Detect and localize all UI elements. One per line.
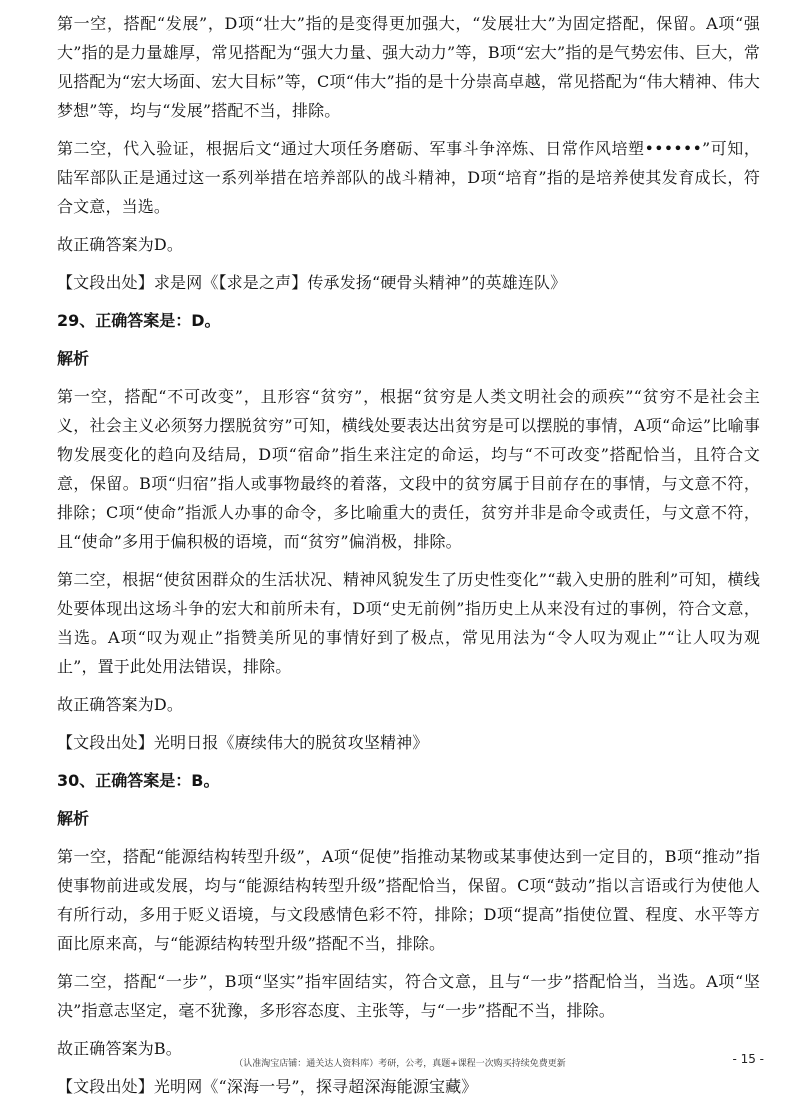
question-29-blank1-analysis: 第一空，搭配“不可改变”，且形容“贫穷”，根据“贫穷是人类文明社会的顽疾”“贫穷不是社会主义，社会主义必须努力摆脱贫穷”可知，横线处要表达出贫穷是可以摆脱的事情，A项“命运”比喻事物发展变化的趋向及结局，D项“宿命”指生来注定的命运，均与“不可改变”搭配恰当，且符合文意，保留。B项“归宿”指人或事物最终的着落，文段中的贫穷属于目前存在的事情，与文意不符，排除；C项“使命”指派人办事的命令，多比喻重大的责任，贫穷并非是命令或责任，与文意不符，且“使命”多用于偏积极的语境，而“贫穷”偏消极，排除。 [57, 387, 760, 551]
answer-line: 故正确答案为D。 [57, 235, 184, 254]
question-29-blank2-analysis: 第二空，根据“使贫困群众的生活状况、精神风貌发生了历史性变化”“载入史册的胜利”可知，横线处要体现出这场斗争的宏大和前所未有，D项“史无前例”指历史上从来没有过的事例，符合文意，当选。A项“叹为观止”指赞美所见的事情好到了极点，常见用法为“令人叹为观止”“让人叹为观止”，置于此处用法错误，排除。 [57, 570, 760, 676]
question-30-blank2-analysis: 第二空，搭配“一步”，B项“坚实”指牢固结实，符合文意，且与“一步”搭配恰当，当选。A项“坚决”指意志坚定，毫不犹豫，多形容态度、主张等，与“一步”搭配不当，排除。 [57, 972, 760, 1020]
question-29-answer-line: 故正确答案为D。 [57, 695, 184, 714]
source-line: 【文段出处】求是网《【求是之声】传承发扬“硬骨头精神”的英雄连队》 [57, 273, 567, 292]
question-30-source-line: 【文段出处】光明网《“深海一号”，探寻超深海能源宝藏》 [57, 1077, 478, 1096]
question-30-answer-heading: 30、正确答案是：B。 [57, 771, 220, 790]
page-number: - 15 - [732, 1052, 764, 1066]
question-30-answer-line: 故正确答案为B。 [57, 1039, 182, 1058]
question-30-blank1-analysis: 第一空，搭配“能源结构转型升级”，A项“促使”指推动某物或某事使达到一定目的，B项“推动”指使事物前进或发展，均与“能源结构转型升级”搭配恰当，保留。C项“鼓动”指以言语或行为使他人有所行动，多用于贬义语境，与文段感情色彩不符，排除；D项“提高”指使位置、程度、水平等方面比原来高，与“能源结构转型升级”搭配不当，排除。 [57, 847, 760, 953]
question-29-answer-heading: 29、正确答案是：D。 [57, 311, 221, 330]
question-29-source-line: 【文段出处】光明日报《赓续伟大的脱贫攻坚精神》 [57, 733, 429, 752]
paragraph-blank1-analysis: 第一空，搭配“发展”，D项“壮大”指的是变得更加强大，“发展壮大”为固定搭配，保留。A项“强大”指的是力量雄厚，常见搭配为“强大力量、强大动力”等，B项“宏大”指的是气势宏伟、巨大，常见搭配为“宏大场面、宏大目标”等，C项“伟大”指的是十分崇高卓越，常见搭配为“伟大精神、伟大梦想”等，均与“发展”搭配不当，排除。 [57, 14, 760, 120]
paragraph-blank2-analysis: 第二空，代入验证，根据后文“通过大项任务磨砺、军事斗争淬炼、日常作风培塑••••••”可知，陆军部队正是通过这一系列举措在培养部队的战斗精神，D项“培育”指的是培养使其发育成长，符合文意，当选。 [57, 139, 760, 216]
footer-note: （认准淘宝店铺：通关达人资料库）考研，公考，真题+课程一次购买持续免费更新 [234, 1059, 566, 1069]
question-29-analysis-label: 解析 [57, 349, 90, 368]
question-30-analysis-label: 解析 [57, 809, 90, 828]
